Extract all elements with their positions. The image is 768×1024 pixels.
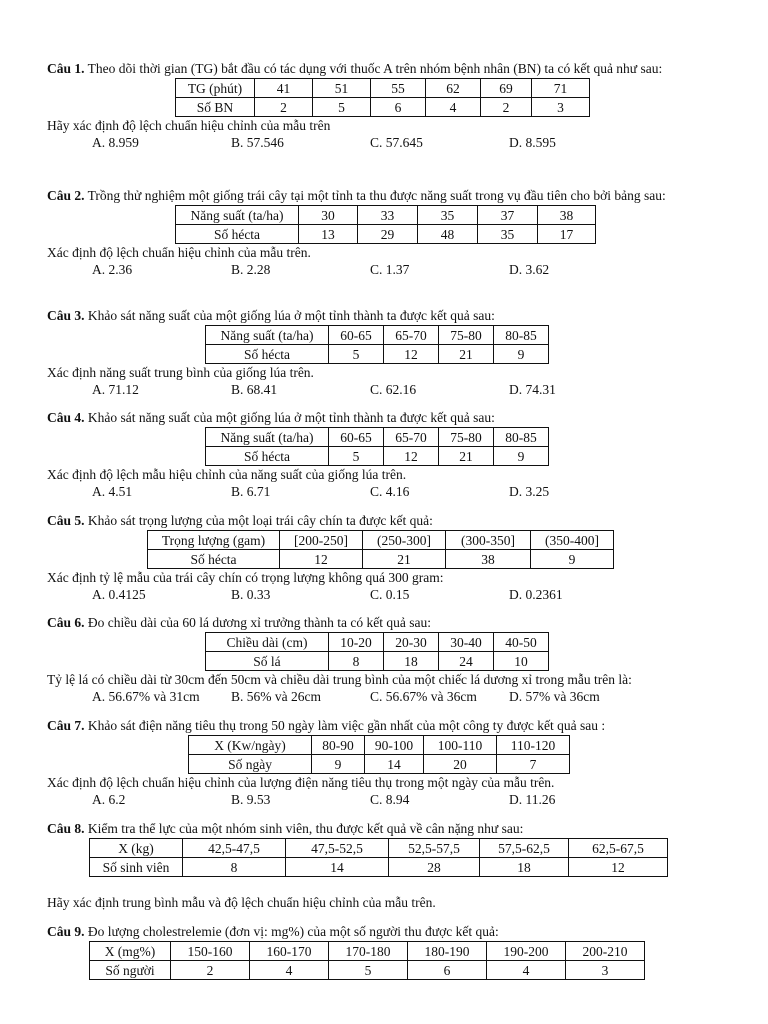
table-cell: 20 xyxy=(424,755,497,774)
table-cell: 30-40 xyxy=(439,633,494,652)
question-1-stem xyxy=(47,60,727,77)
table-cell: 5 xyxy=(329,961,408,980)
table-cell: 62 xyxy=(426,79,481,98)
question-7-options xyxy=(47,791,727,808)
table-cell: 65-70 xyxy=(384,428,439,447)
table-cell: 47,5-52,5 xyxy=(286,839,389,858)
question-1-number: Câu 1. xyxy=(47,61,85,76)
table-cell: Số ngày xyxy=(189,755,312,774)
question-3-stem xyxy=(47,307,727,324)
table-cell: 170-180 xyxy=(329,942,408,961)
question-4-instruction: Xác định độ lệch mẫu hiệu chỉnh của năng suất của giống lúa trên. xyxy=(47,467,407,482)
question-3 xyxy=(47,307,727,398)
option-c: C. 8.94 xyxy=(370,792,410,807)
table-row xyxy=(176,206,596,225)
question-7-instruction: Xác định độ lệch chuẩn hiệu chỉnh của lượng điện năng tiêu thụ trong một ngày của mẫu trên. xyxy=(47,775,555,790)
table-row xyxy=(206,447,549,466)
table-cell: 10 xyxy=(494,652,549,671)
table-cell: TG (phút) xyxy=(176,79,255,98)
table-cell: 3 xyxy=(532,98,590,117)
table-row xyxy=(189,736,570,755)
table-cell: Năng suất (ta/ha) xyxy=(206,326,329,345)
table-cell: Chiều dài (cm) xyxy=(206,633,329,652)
table-cell: 33 xyxy=(358,206,418,225)
table-cell: 62,5-67,5 xyxy=(569,839,668,858)
question-4-table xyxy=(205,427,549,466)
table-cell: 5 xyxy=(313,98,371,117)
question-4-text: Khảo sát năng suất của một giống lúa ở một tỉnh thành ta được kết quả sau: xyxy=(87,410,495,425)
question-5-number: Câu 5. xyxy=(47,513,85,528)
table-row xyxy=(206,428,549,447)
option-a: A. 56.67% và 31cm xyxy=(92,689,200,704)
option-b: B. 0.33 xyxy=(231,587,271,602)
question-9-stem xyxy=(47,923,727,940)
question-6-instruction: Tỷ lệ lá có chiều dài từ 30cm đến 50cm và chiều dài trung bình của một chiếc lá dương xỉ trong mẫu trên là: xyxy=(47,672,632,687)
option-c: C. 4.16 xyxy=(370,484,410,499)
table-cell: Số hécta xyxy=(148,550,280,569)
table-cell: 29 xyxy=(358,225,418,244)
table-row xyxy=(176,79,590,98)
table-cell: [200-250] xyxy=(280,531,363,550)
question-4 xyxy=(47,409,727,500)
table-cell: 200-210 xyxy=(566,942,645,961)
option-c: C. 57.645 xyxy=(370,135,423,150)
table-cell: 48 xyxy=(418,225,478,244)
table-row xyxy=(206,633,549,652)
table-cell: 8 xyxy=(329,652,384,671)
table-row xyxy=(176,225,596,244)
table-cell: 18 xyxy=(384,652,439,671)
table-cell: 150-160 xyxy=(171,942,250,961)
table-cell: 38 xyxy=(446,550,531,569)
question-6-number: Câu 6. xyxy=(47,615,85,630)
table-cell: 12 xyxy=(384,345,439,364)
table-cell: 35 xyxy=(418,206,478,225)
table-cell: 190-200 xyxy=(487,942,566,961)
table-cell: 17 xyxy=(538,225,596,244)
table-cell: 14 xyxy=(286,858,389,877)
option-c: C. 0.15 xyxy=(370,587,410,602)
table-cell: 90-100 xyxy=(365,736,424,755)
table-cell: (250-300] xyxy=(363,531,446,550)
table-cell: 80-85 xyxy=(494,326,549,345)
question-5-table xyxy=(147,530,614,569)
table-row xyxy=(189,755,570,774)
table-cell: X (Kw/ngày) xyxy=(189,736,312,755)
table-cell: 4 xyxy=(487,961,566,980)
table-row xyxy=(206,345,549,364)
question-2-stem xyxy=(47,187,727,204)
table-cell: 65-70 xyxy=(384,326,439,345)
option-b: B. 57.546 xyxy=(231,135,284,150)
option-d: D. 57% và 36cm xyxy=(509,689,600,704)
table-cell: Số người xyxy=(90,961,171,980)
question-2-options xyxy=(47,261,727,278)
table-cell: 3 xyxy=(566,961,645,980)
table-cell: 18 xyxy=(480,858,569,877)
table-cell: 80-85 xyxy=(494,428,549,447)
option-b: B. 2.28 xyxy=(231,262,271,277)
question-9-text: Đo lượng cholestrelemie (đơn vị: mg%) của một số người thu được kết quả: xyxy=(87,924,499,939)
option-d: D. 3.25 xyxy=(509,484,550,499)
table-cell: 100-110 xyxy=(424,736,497,755)
table-cell: 7 xyxy=(497,755,570,774)
table-cell: 5 xyxy=(329,447,384,466)
table-cell: 42,5-47,5 xyxy=(183,839,286,858)
option-c: C. 1.37 xyxy=(370,262,410,277)
table-row xyxy=(206,326,549,345)
option-d: D. 0.2361 xyxy=(509,587,563,602)
table-cell: 2 xyxy=(481,98,532,117)
table-cell: 9 xyxy=(531,550,614,569)
question-6-options xyxy=(47,688,727,705)
question-1-instruction: Hãy xác định độ lệch chuẩn hiệu chỉnh của mẫu trên xyxy=(47,118,331,133)
question-6-text: Đo chiều dài của 60 lá dương xỉ trưởng thành ta có kết quả sau: xyxy=(87,615,431,630)
table-row xyxy=(148,531,614,550)
question-6 xyxy=(47,614,727,705)
question-3-instruction: Xác định năng suất trung bình của giống lúa trên. xyxy=(47,365,314,380)
table-cell: Năng suất (ta/ha) xyxy=(176,206,299,225)
table-cell: 75-80 xyxy=(439,428,494,447)
question-5-text: Khảo sát trọng lượng của một loại trái cây chín ta được kết quả: xyxy=(87,513,433,528)
question-2-table xyxy=(175,205,596,244)
question-9-number: Câu 9. xyxy=(47,924,85,939)
table-cell: (300-350] xyxy=(446,531,531,550)
table-cell: 75-80 xyxy=(439,326,494,345)
table-cell: 21 xyxy=(439,345,494,364)
table-cell: Trọng lượng (gam) xyxy=(148,531,280,550)
table-cell: 110-120 xyxy=(497,736,570,755)
option-c: C. 62.16 xyxy=(370,382,417,397)
option-a: A. 8.959 xyxy=(92,135,139,150)
question-1-table xyxy=(175,78,590,117)
table-row xyxy=(176,98,590,117)
table-cell: 4 xyxy=(250,961,329,980)
question-9 xyxy=(47,923,727,980)
question-3-number: Câu 3. xyxy=(47,308,85,323)
question-7 xyxy=(47,717,727,808)
table-cell: 6 xyxy=(371,98,426,117)
table-cell: 2 xyxy=(255,98,313,117)
question-8-number: Câu 8. xyxy=(47,821,85,836)
question-3-options xyxy=(47,381,727,398)
table-cell: 52,5-57,5 xyxy=(389,839,480,858)
table-cell: 4 xyxy=(426,98,481,117)
option-b: B. 68.41 xyxy=(231,382,278,397)
question-1-text: Theo dõi thời gian (TG) bắt đầu có tác dụng với thuốc A trên nhóm bệnh nhân (BN) ta có kết quả như sau: xyxy=(87,61,663,76)
option-c: C. 56.67% và 36cm xyxy=(370,689,477,704)
option-a: A. 71.12 xyxy=(92,382,139,397)
table-cell: 5 xyxy=(329,345,384,364)
table-cell: 71 xyxy=(532,79,590,98)
question-2-number: Câu 2. xyxy=(47,188,85,203)
table-row xyxy=(148,550,614,569)
table-cell: 12 xyxy=(384,447,439,466)
table-cell: 8 xyxy=(183,858,286,877)
table-cell: 13 xyxy=(299,225,358,244)
option-d: D. 74.31 xyxy=(509,382,556,397)
table-cell: 9 xyxy=(494,345,549,364)
question-5-stem xyxy=(47,512,727,529)
table-cell: 9 xyxy=(312,755,365,774)
table-cell: 14 xyxy=(365,755,424,774)
table-row xyxy=(90,858,668,877)
question-5-instruction: Xác định tỷ lệ mẫu của trái cây chín có trọng lượng không quá 300 gram: xyxy=(47,570,444,585)
table-cell: Số BN xyxy=(176,98,255,117)
table-cell: 28 xyxy=(389,858,480,877)
question-1-options xyxy=(47,134,727,151)
table-cell: 2 xyxy=(171,961,250,980)
question-3-table xyxy=(205,325,549,364)
question-5 xyxy=(47,512,727,603)
question-9-table xyxy=(89,941,645,980)
table-cell: 12 xyxy=(280,550,363,569)
table-cell: Số hécta xyxy=(176,225,299,244)
table-cell: 12 xyxy=(569,858,668,877)
table-cell: 21 xyxy=(439,447,494,466)
option-a: A. 6.2 xyxy=(92,792,126,807)
question-6-table xyxy=(205,632,549,671)
question-7-text: Khảo sát điện năng tiêu thụ trong 50 ngày làm việc gần nhất của một công ty được kết quả sau : xyxy=(87,718,606,733)
table-cell: 38 xyxy=(538,206,596,225)
question-2-instruction: Xác định độ lệch chuẩn hiệu chỉnh của mẫu trên. xyxy=(47,245,311,260)
question-2 xyxy=(47,187,727,278)
question-7-stem xyxy=(47,717,727,734)
question-4-stem xyxy=(47,409,727,426)
option-d: D. 8.595 xyxy=(509,135,556,150)
table-cell: 160-170 xyxy=(250,942,329,961)
table-cell: 40-50 xyxy=(494,633,549,652)
question-4-number: Câu 4. xyxy=(47,410,85,425)
question-7-number: Câu 7. xyxy=(47,718,85,733)
table-cell: 9 xyxy=(494,447,549,466)
question-3-text: Khảo sát năng suất của một giống lúa ở một tỉnh thành ta được kết quả sau: xyxy=(87,308,495,323)
option-a: A. 2.36 xyxy=(92,262,133,277)
question-2-text: Trồng thử nghiệm một giống trái cây tại một tỉnh ta thu được năng suất trong vụ đầu tiên cho bởi bảng sau: xyxy=(87,188,666,203)
table-row xyxy=(90,942,645,961)
question-5-options xyxy=(47,586,727,603)
table-cell: 20-30 xyxy=(384,633,439,652)
question-8 xyxy=(47,820,727,911)
question-8-text: Kiểm tra thể lực của một nhóm sinh viên, thu được kết quả về cân nặng như sau: xyxy=(87,821,524,836)
question-8-table xyxy=(89,838,668,877)
table-cell: 60-65 xyxy=(329,326,384,345)
table-cell: 30 xyxy=(299,206,358,225)
table-cell: 80-90 xyxy=(312,736,365,755)
table-cell: 21 xyxy=(363,550,446,569)
table-cell: 10-20 xyxy=(329,633,384,652)
question-8-stem xyxy=(47,820,727,837)
question-4-options xyxy=(47,483,727,500)
table-cell: (350-400] xyxy=(531,531,614,550)
table-cell: 180-190 xyxy=(408,942,487,961)
table-cell: 41 xyxy=(255,79,313,98)
table-row xyxy=(206,652,549,671)
table-cell: 51 xyxy=(313,79,371,98)
question-6-stem xyxy=(47,614,727,631)
table-cell: Số hécta xyxy=(206,447,329,466)
table-row xyxy=(90,961,645,980)
table-cell: Năng suất (ta/ha) xyxy=(206,428,329,447)
table-cell: 37 xyxy=(478,206,538,225)
table-cell: X (mg%) xyxy=(90,942,171,961)
table-cell: 6 xyxy=(408,961,487,980)
table-cell: Số lá xyxy=(206,652,329,671)
table-cell: Số sinh viên xyxy=(90,858,183,877)
table-row xyxy=(90,839,668,858)
option-b: B. 56% và 26cm xyxy=(231,689,321,704)
table-cell: 69 xyxy=(481,79,532,98)
option-b: B. 6.71 xyxy=(231,484,271,499)
option-a: A. 4.51 xyxy=(92,484,133,499)
option-d: D. 3.62 xyxy=(509,262,550,277)
option-b: B. 9.53 xyxy=(231,792,271,807)
option-d: D. 11.26 xyxy=(509,792,556,807)
table-cell: X (kg) xyxy=(90,839,183,858)
table-cell: 57,5-62,5 xyxy=(480,839,569,858)
question-8-instruction: Hãy xác định trung bình mẫu và độ lệch chuẩn hiệu chỉnh của mẫu trên. xyxy=(47,895,436,910)
table-cell: 55 xyxy=(371,79,426,98)
table-cell: 60-65 xyxy=(329,428,384,447)
table-cell: Số hécta xyxy=(206,345,329,364)
question-1 xyxy=(47,60,727,151)
question-7-table xyxy=(188,735,570,774)
table-cell: 24 xyxy=(439,652,494,671)
table-cell: 35 xyxy=(478,225,538,244)
option-a: A. 0.4125 xyxy=(92,587,146,602)
